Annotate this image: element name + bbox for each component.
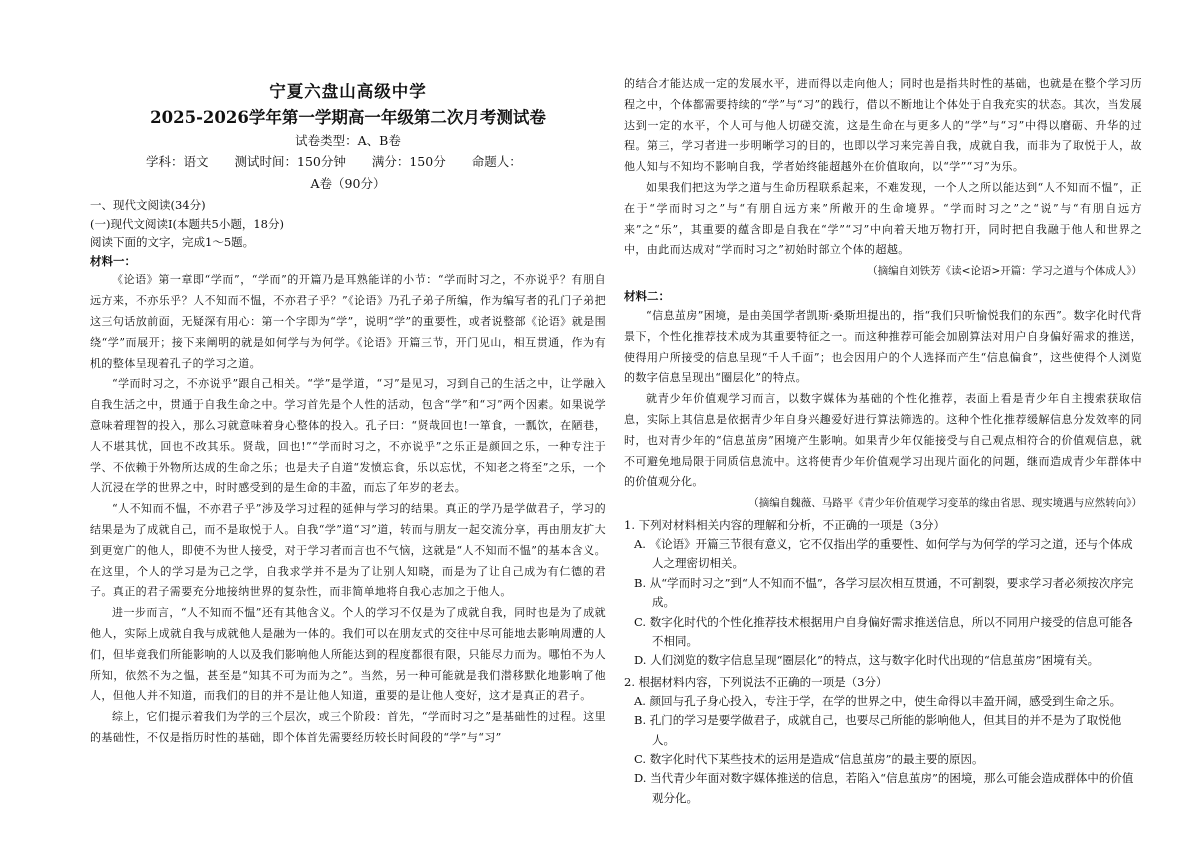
option: D. 人们浏览的数字信息呈现“圈层化”的特点，这与数字化时代出现的“信息茧房”困境有关。: [634, 653, 1100, 668]
source-citation: （摘编自魏薇、马路平《青少年价值观学习变革的缘由省思、现实境遇与应然转向》）: [748, 497, 1142, 510]
option: A. 《论语》开篇三节很有意义，它不仅指出学的重要性、如何学与为何学的学习之道，还与个体成人之理密切相关。: [634, 536, 1133, 571]
instruction: 阅读下面的文字，完成1～5题。: [90, 235, 255, 250]
left-body: [90, 196, 606, 749]
question-1: 1. 下列对材料相关内容的理解和分析，不正确的一项是（3分）: [624, 517, 945, 532]
material1-label: 材料一：: [90, 253, 136, 268]
subject: 学科：语文: [146, 154, 209, 169]
section-a-title: A卷（90分）: [310, 176, 386, 191]
paragraph: 如果我们把这为学之道与生命历程联系起来，不难发现，一个人之所以能达到“人不知而不愠”，正在于“学而时习之”与“有朋自远方来”所敞开的生命境界。“学而时习之”之“说”与“有朋自远方来”之“乐”，其重要的蕴含即是自我在“学”“习”中向着天地万物打开，同时把自我融于他人和世界之中，由此而达成对“学而时习之”初始时部立个体的超越。: [624, 180, 1142, 257]
question-2: 2. 根据材料内容，下列说法不正确的一项是（3分）: [624, 674, 888, 689]
sub-title: (一)现代文阅读Ⅰ(本题共5小题，18分): [90, 216, 284, 231]
option: B. 孔门的学习是要学做君子，成就自己，也要尽己所能的影响他人，但其目的并不是为了取悦他人。: [634, 713, 1122, 747]
source-citation: （摘编自刘铁芳《读<论语>开篇：学习之道与个体成人》）: [867, 265, 1142, 278]
option: D. 当代青少年面对数字媒体推送的信息，若陷入“信息茧房”的困境，那么可能会造成群体中的价值观分化。: [634, 771, 1134, 805]
paragraph: 的结合才能达成一定的发展水平，进而得以走向他人；同时也是指共时性的基础，也就是在整个学习历程之中，个体都需要持续的“学”与“习”的践行，借以不断地让个体处于自我充实的状态。其次，当发展达到一定的水平，个人可与他人切磋交流，这是生命在与更多人的“学”与“习”中得以磨砺、升华的过程。第三，学习者进一步明晰学习的目的，也即以学习来完善自我，成就自我，而非为了取悦于人，故他人知与不知均不影响自我，学者始终能超越外在价值取向，以“学”“习”为乐。: [624, 77, 1142, 174]
paragraph: “人不知而不愠，不亦君子乎”涉及学习过程的延伸与学习的结果。真正的学乃是学做君子，学习的结果是为了成就自己，而不是取悦于人。自我“学”道“习”道，转而与朋友一起交流分享，再由朋友扩大到更宽广的他人，即使不为世人接受，对于学习者而言也不气恼，这就是“人不知而不愠”的基本含义。在这里，个人的学习是为己之学，自我求学并不是为了让别人知晓，而是为了让自己成为有仁德的君子。真正的君子需要充分地接纳世界的复杂性，而非简单地将自我心志加之于他人。: [90, 502, 606, 599]
option: C. 数字化时代的个性化推荐技术根据用户自身偏好需求推送信息，所以不同用户接受的信息可能各不相同。: [634, 614, 1133, 648]
paragraph: 就青少年价值观学习而言，以数字媒体为基础的个性化推荐，表面上看是青少年自主搜索获取信息，实际上其信息是依据青少年自身兴趣爱好进行算法筛选的。这种个性化推荐缓解信息分发效率的同时，也对青少年的“信息茧房”困境产生影响。如果青少年仅能接受与自己观点相符合的价值观信息，就不可避免地局限于同质信息流中。这将使青少年价值观学习出现片面化的问题，继而造成青少年群体中的价值观分化。: [624, 392, 1142, 489]
full-score: 满分：150分: [371, 154, 446, 169]
right-body: [624, 74, 1142, 808]
paragraph: 《论语》第一章即“学而”，“学而”的开篇乃是耳熟能详的小节：“学而时习之，不亦说乎？有朋自远方来，不亦乐乎？人不知而不愠，不亦君子乎？”《论语》乃孔子弟子所编，作为编写者的孔门子弟把这三句话放前面，无疑深有用心：第一个字即为“学”，说明“学”的重要性，或者说整部《论语》就是围绕“学”而展开；接下来阐明的就是如何学与为何学。《论语》开篇三节，开门见山，相互贯通，作为有机的整体呈现着孔子的学习之道。: [90, 273, 606, 370]
paragraph: 综上，它们提示着我们为学的三个层次，或三个阶段：首先，“学而时习之”是基础性的过程。这里的基础性，不仅是指历时性的基础，即个体首先需要经历较长时间段的“学”与“习”: [90, 710, 606, 744]
option: C. 数字化时代下某些技术的运用是造成“信息茧房”的最主要的原因。: [634, 752, 984, 766]
option: B. 从“学而时习之”到“人不知而不愠”，各学习层次相互贯通，不可割裂，要求学习者必须按次序完成。: [634, 575, 1134, 610]
test-time: 测试时间：150分钟: [234, 154, 346, 169]
paragraph: 进一步而言，“人不知而不愠”还有其他含义。个人的学习不仅是为了成就自我，同时也是为了成就他人，实际上成就自我与成就他人是融为一体的。我们可以在朋友式的交往中尽可能地去影响周遭的人们，但毕竟我们所能影响的人以及我们影响他人所能达到的程度都很有限，只能尽力而为。哪怕不为人所知，依然不为之愠，甚至是“知其不可为而为之”。当然，另一种可能就是我们潜移默化地影响了他人，但他人并不知道，而我们的目的并不是让他人知道，重要的是让他人变好，这才是真正的君子。: [90, 606, 606, 703]
exam-title: 2025-2026学年第一学期高一年级第二次月考测试卷: [150, 108, 546, 127]
option: A. 颜回与孔子身心投入，专注于学，在学的世界之中，使生命得以丰盈开阔，感受到生命之乐。: [634, 693, 1122, 708]
paper-type: 试卷类型：A、B卷: [295, 133, 401, 148]
paragraph: “学而时习之，不亦说乎”跟自己相关。“学”是学道，“习”是见习，习到自己的生活之中，让学融入自我生活之中，贯通于自我生命之中。学习首先是个人性的活动，包含“学”和“习”两个因素。如果说学意味着理智的投入，那么习就意味着身心整体的投入。孔子曰：“贤哉回也!一箪食，一瓢饮，在陋巷，人不堪其忧，回也不改其乐。贤哉，回也!”“学而时习之，不亦说乎”之乐正是颜回之乐，一种专注于学、不依赖于外物所达成的生命之乐；也是夫子自道“发愤忘食，乐以忘忧，不知老之将至”之乐，一个人沉浸在学的世界之中，时时感受到的是生命的丰盈，而忘了年岁的老去。: [90, 377, 606, 495]
author: 命题人：: [471, 154, 522, 169]
part-title: 一、现代文阅读(34分): [90, 198, 206, 212]
school-name: 宁夏六盘山高级中学: [269, 82, 427, 101]
paragraph: “信息茧房”困境，是由美国学者凯斯·桑斯坦提出的，指“我们只听愉悦我们的东西”。数字化时代背景下，个性化推荐技术成为其重要特征之一。而这种推荐可能会加剧算法对用户自身偏好需求的推送，使得用户所接受的信息呈现“千人千面”；也会因用户的个人选择而产生“信息偏食”，这些使得个人浏览的数字信息呈现出“圈层化”的特点。: [624, 308, 1142, 385]
material2-label: 材料二：: [624, 288, 670, 303]
exam-info-row: [146, 152, 544, 170]
